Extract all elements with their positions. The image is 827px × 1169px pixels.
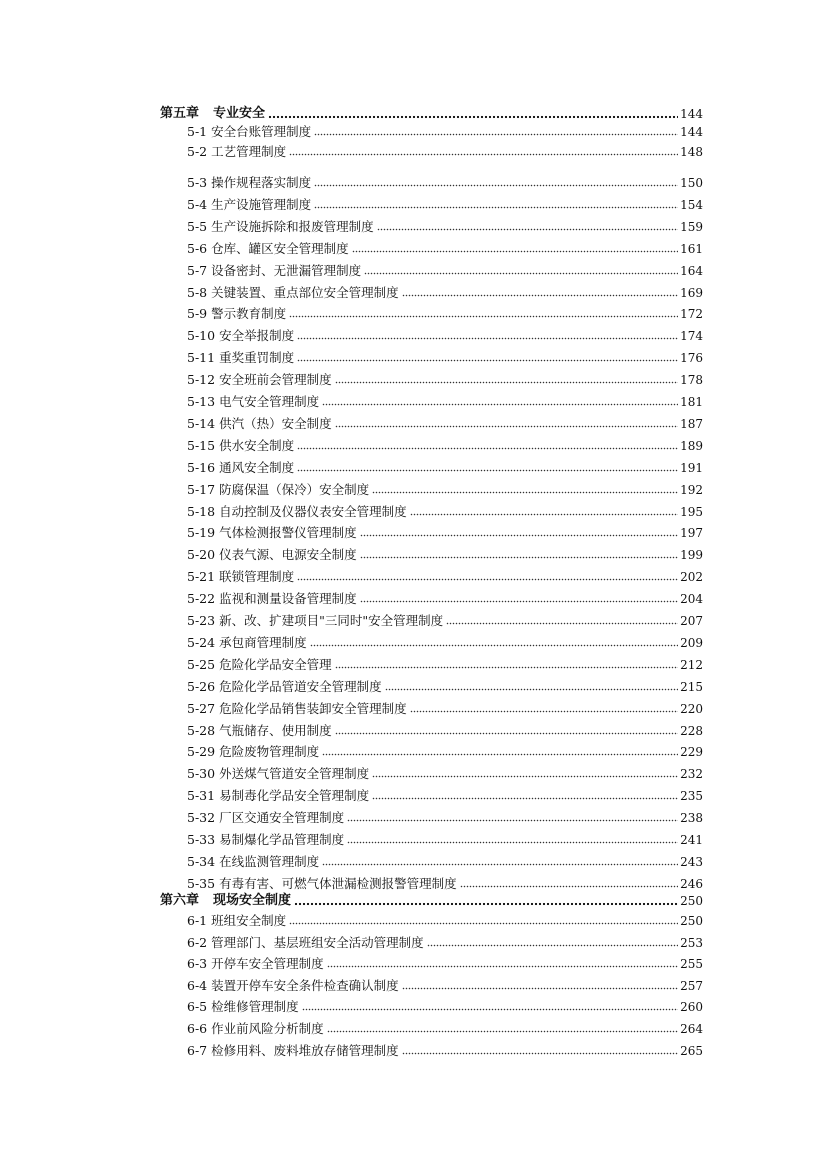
dot-leader bbox=[335, 381, 678, 384]
toc-entry[interactable] bbox=[187, 701, 703, 717]
dot-leader bbox=[297, 578, 678, 581]
toc-entry-number: 5-27 bbox=[187, 700, 216, 716]
toc-page-number: 161 bbox=[680, 241, 703, 256]
dot-leader bbox=[297, 359, 678, 362]
toc-entry-title: 危险化学品安全管理 bbox=[219, 656, 332, 672]
toc-entry[interactable] bbox=[187, 197, 703, 213]
toc-page-number: 260 bbox=[680, 1000, 703, 1015]
dot-leader bbox=[372, 797, 678, 800]
toc-entry[interactable] bbox=[187, 723, 703, 739]
dot-leader bbox=[360, 556, 678, 559]
toc-entry[interactable] bbox=[187, 175, 703, 191]
toc-entry[interactable] bbox=[187, 788, 703, 804]
toc-entry-title: 电气安全管理制度 bbox=[219, 394, 320, 409]
toc-page-number: 212 bbox=[680, 657, 703, 672]
toc-entry-title: 仓库、罐区安全管理制度 bbox=[211, 240, 349, 256]
toc-entry-number: 5-3 bbox=[187, 175, 208, 190]
toc-entry-number: 6-4 bbox=[187, 977, 208, 993]
toc-page-number: 209 bbox=[680, 635, 703, 650]
toc-entry-title: 警示教育制度 bbox=[211, 306, 287, 322]
toc-entry-title: 厂区交通安全管理制度 bbox=[219, 810, 345, 826]
dot-leader bbox=[314, 206, 678, 209]
toc-entry-title: 新、改、扩建项目"三同时"安全管理制度 bbox=[219, 613, 444, 628]
toc-entry-number: 5-30 bbox=[187, 766, 216, 782]
dot-leader bbox=[372, 491, 678, 494]
toc-entry-title: 危险化学品管道安全管理制度 bbox=[219, 678, 382, 694]
dot-leader bbox=[410, 710, 678, 713]
dot-leader bbox=[402, 294, 678, 297]
toc-entry-title: 工艺管理制度 bbox=[211, 144, 287, 159]
dot-leader bbox=[427, 944, 678, 947]
toc-page-number: 174 bbox=[680, 329, 703, 344]
toc-entry-title: 管理部门、基层班组安全活动管理制度 bbox=[211, 934, 424, 950]
toc-entry-title: 仪表气源、电源安全制度 bbox=[219, 547, 357, 563]
toc-entry-title: 安全班前会管理制度 bbox=[219, 372, 332, 388]
toc-entry-title: 作业前风险分析制度 bbox=[211, 1021, 324, 1036]
dot-leader bbox=[327, 1030, 678, 1033]
toc-entry[interactable] bbox=[187, 935, 703, 951]
toc-entry[interactable] bbox=[187, 460, 703, 476]
toc-entry-title: 重奖重罚制度 bbox=[219, 350, 295, 366]
toc-entry-title: 供汽（热）安全制度 bbox=[219, 415, 332, 431]
dot-leader bbox=[410, 513, 678, 516]
toc-entry-number: 6-3 bbox=[187, 956, 208, 972]
toc-entry-title: 外送煤气管道安全管理制度 bbox=[219, 766, 370, 782]
toc-entry[interactable] bbox=[187, 144, 703, 160]
toc-entry[interactable] bbox=[187, 219, 703, 235]
toc-entry-number: 5-9 bbox=[187, 306, 208, 322]
toc-page-number: 250 bbox=[680, 894, 703, 908]
toc-entry[interactable] bbox=[187, 350, 703, 366]
toc-page-number: 265 bbox=[680, 1043, 703, 1058]
toc-entry[interactable] bbox=[187, 569, 703, 585]
toc-entry[interactable] bbox=[187, 263, 703, 279]
toc-page-number: 144 bbox=[680, 125, 703, 139]
toc-entry-title: 在线监测管理制度 bbox=[219, 853, 320, 869]
toc-entry[interactable] bbox=[187, 978, 703, 994]
toc-page-number: 189 bbox=[680, 438, 703, 453]
toc-entry-number: 5-2 bbox=[187, 144, 208, 159]
toc-page-number: 207 bbox=[680, 614, 703, 628]
toc-entry[interactable] bbox=[187, 1043, 703, 1059]
toc-entry[interactable] bbox=[187, 876, 703, 892]
dot-leader bbox=[322, 403, 678, 406]
toc-entry-title: 供水安全制度 bbox=[219, 437, 295, 453]
toc-entry-number: 5-1 bbox=[187, 124, 208, 139]
toc-page-number: 238 bbox=[680, 811, 703, 826]
dot-leader bbox=[385, 688, 678, 691]
toc-page-number: 257 bbox=[680, 978, 703, 993]
toc-entry[interactable] bbox=[187, 241, 703, 257]
dot-leader bbox=[402, 1052, 678, 1055]
toc-entry-title: 操作规程落实制度 bbox=[211, 175, 312, 190]
toc-entry-title: 生产设施拆除和报废管理制度 bbox=[211, 218, 374, 234]
toc-page-number: 220 bbox=[680, 701, 703, 716]
toc-entry-number: 5-15 bbox=[187, 437, 216, 453]
toc-entry-title: 关键装置、重点部位安全管理制度 bbox=[211, 284, 399, 300]
toc-page-number: 250 bbox=[680, 914, 703, 928]
toc-entry-number: 6-5 bbox=[187, 999, 208, 1015]
toc-entry-number: 5-19 bbox=[187, 525, 216, 541]
toc-entry-number: 6-1 bbox=[187, 913, 208, 928]
dot-leader bbox=[335, 666, 678, 669]
toc-page-number: 187 bbox=[680, 416, 703, 431]
toc-entry[interactable] bbox=[187, 306, 703, 322]
dot-leader bbox=[364, 272, 678, 275]
toc-entry-title: 检修用料、废料堆放存储管理制度 bbox=[211, 1042, 399, 1058]
toc-chapter-heading[interactable] bbox=[160, 106, 703, 122]
toc-entry-number: 5-26 bbox=[187, 678, 216, 694]
toc-entry[interactable] bbox=[187, 657, 703, 673]
toc-entry-number: 5-32 bbox=[187, 810, 216, 826]
toc-entry-number: 5-20 bbox=[187, 547, 216, 563]
toc-entry-number: 5-7 bbox=[187, 262, 208, 278]
toc-entry-number: 6-7 bbox=[187, 1042, 208, 1058]
toc-entry-number: 5-33 bbox=[187, 832, 216, 847]
toc-entry[interactable] bbox=[187, 1021, 703, 1037]
dot-leader bbox=[289, 315, 678, 318]
dot-leader bbox=[322, 753, 678, 756]
toc-entry[interactable] bbox=[187, 591, 703, 607]
dot-leader bbox=[347, 819, 678, 822]
toc-entry-title: 安全台账管理制度 bbox=[211, 124, 312, 139]
toc-entry[interactable] bbox=[187, 394, 703, 410]
toc-entry[interactable] bbox=[187, 525, 703, 541]
toc-entry[interactable] bbox=[187, 547, 703, 563]
toc-entry[interactable] bbox=[187, 285, 703, 301]
toc-entry-number: 5-25 bbox=[187, 656, 216, 672]
toc-entry[interactable] bbox=[187, 416, 703, 432]
toc-entry-title: 联锁管理制度 bbox=[219, 569, 295, 585]
toc-entry-title: 现场安全制度 bbox=[213, 893, 292, 908]
toc-entry-number: 5-5 bbox=[187, 218, 208, 234]
toc-page-number: 246 bbox=[680, 876, 703, 891]
toc-entry-title: 防腐保温（保冷）安全制度 bbox=[219, 481, 370, 497]
toc-page-number: 243 bbox=[680, 854, 703, 869]
dot-leader bbox=[347, 841, 678, 844]
toc-entry-number: 6-2 bbox=[187, 934, 208, 950]
toc-entry-title: 有毒有害、可燃气体泄漏检测报警管理制度 bbox=[219, 875, 457, 891]
toc-page-number: 197 bbox=[680, 526, 703, 541]
toc-page-number: 191 bbox=[680, 460, 703, 475]
toc-page-number: 204 bbox=[680, 592, 703, 607]
toc-entry[interactable] bbox=[187, 328, 703, 344]
dot-leader bbox=[289, 922, 678, 925]
toc-entry[interactable] bbox=[187, 810, 703, 826]
toc-page-number: 154 bbox=[680, 197, 703, 212]
dot-leader bbox=[377, 228, 678, 231]
toc-entry[interactable] bbox=[187, 635, 703, 651]
toc-entry-title: 专业安全 bbox=[213, 106, 266, 121]
toc-entry-title: 检维修管理制度 bbox=[211, 999, 299, 1015]
toc-entry-title: 危险废物管理制度 bbox=[219, 744, 320, 760]
toc-entry-number: 5-17 bbox=[187, 481, 216, 497]
toc-entry-title: 气体检测报警仪管理制度 bbox=[219, 525, 357, 541]
dot-leader bbox=[460, 885, 678, 888]
toc-entry[interactable] bbox=[187, 613, 703, 629]
toc-entry-title: 开停车安全管理制度 bbox=[211, 956, 324, 972]
toc-entry[interactable] bbox=[187, 913, 703, 929]
toc-page-number: 164 bbox=[680, 263, 703, 278]
dot-leader bbox=[297, 469, 678, 472]
dot-leader bbox=[360, 534, 678, 537]
toc-entry[interactable] bbox=[187, 482, 703, 498]
toc-entry-title: 设备密封、无泄漏管理制度 bbox=[211, 262, 362, 278]
toc-entry[interactable] bbox=[187, 999, 703, 1015]
toc-entry-title: 承包商管理制度 bbox=[219, 634, 307, 650]
toc-page-number: 235 bbox=[680, 789, 703, 804]
toc-entry-number: 5-18 bbox=[187, 503, 216, 519]
toc-page-number: 159 bbox=[680, 219, 703, 234]
toc-entry[interactable] bbox=[187, 744, 703, 760]
dot-leader bbox=[314, 133, 678, 136]
toc-page-number: 199 bbox=[680, 548, 703, 563]
toc-page-number: 215 bbox=[680, 679, 703, 694]
toc-entry-number: 5-13 bbox=[187, 394, 216, 409]
toc-entry-title: 班组安全制度 bbox=[211, 913, 287, 928]
toc-page-number: 192 bbox=[680, 482, 703, 497]
toc-entry-number: 5-35 bbox=[187, 875, 216, 891]
toc-entry-number: 5-11 bbox=[187, 350, 216, 366]
toc-entry-number: 5-31 bbox=[187, 788, 216, 804]
toc-page-number: 176 bbox=[680, 351, 703, 366]
toc-entry-number: 5-12 bbox=[187, 372, 216, 388]
dot-leader bbox=[446, 622, 678, 625]
toc-entry-number: 5-10 bbox=[187, 328, 216, 344]
dot-leader bbox=[289, 153, 678, 156]
dot-leader bbox=[352, 250, 678, 253]
toc-entry[interactable] bbox=[187, 372, 703, 388]
toc-entry-title: 装置开停车安全条件检查确认制度 bbox=[211, 977, 399, 993]
dot-leader bbox=[310, 644, 678, 647]
toc-entry-title: 气瓶储存、使用制度 bbox=[219, 722, 332, 738]
toc-entry-number: 第五章 bbox=[160, 106, 200, 121]
dot-leader bbox=[335, 425, 678, 428]
toc-entry[interactable] bbox=[187, 766, 703, 782]
dot-leader bbox=[372, 775, 678, 778]
toc-entry-title: 危险化学品销售装卸安全管理制度 bbox=[219, 700, 407, 716]
toc-chapter-heading[interactable] bbox=[160, 893, 703, 909]
toc-entry-number: 5-4 bbox=[187, 196, 208, 212]
toc-entry-title: 自动控制及仪器仪表安全管理制度 bbox=[219, 503, 407, 519]
toc-entry-number: 5-8 bbox=[187, 284, 208, 300]
toc-entry-title: 易制爆化学品管理制度 bbox=[219, 832, 345, 847]
dot-leader bbox=[297, 447, 678, 450]
dot-leader bbox=[302, 1008, 678, 1011]
toc-page-number: 229 bbox=[680, 745, 703, 760]
dot-leader bbox=[268, 115, 678, 119]
toc-page-number: 241 bbox=[680, 833, 703, 847]
dot-leader bbox=[335, 732, 678, 735]
toc-page-number: 148 bbox=[680, 145, 703, 159]
toc-entry-number: 5-23 bbox=[187, 613, 216, 628]
toc-entry-number: 5-16 bbox=[187, 459, 216, 475]
toc-entry[interactable] bbox=[187, 504, 703, 520]
toc-entry-number: 5-28 bbox=[187, 722, 216, 738]
dot-leader bbox=[360, 600, 678, 603]
toc-page-number: 232 bbox=[680, 767, 703, 782]
toc-entry-title: 安全举报制度 bbox=[219, 328, 295, 344]
toc-entry-number: 5-34 bbox=[187, 853, 216, 869]
toc-page-number: 202 bbox=[680, 570, 703, 585]
dot-leader bbox=[297, 337, 678, 340]
toc-entry-number: 5-6 bbox=[187, 240, 208, 256]
toc-entry[interactable] bbox=[187, 956, 703, 972]
toc-page-number: 228 bbox=[680, 723, 703, 738]
toc-entry[interactable] bbox=[187, 832, 703, 848]
toc-entry-number: 5-29 bbox=[187, 744, 216, 760]
toc-entry-title: 易制毒化学品安全管理制度 bbox=[219, 788, 370, 804]
toc-entry-number: 第六章 bbox=[160, 893, 200, 908]
toc-page-number: 178 bbox=[680, 373, 703, 388]
toc-entry[interactable] bbox=[187, 124, 703, 140]
toc-page-number: 255 bbox=[680, 957, 703, 972]
toc-page-number: 264 bbox=[680, 1022, 703, 1036]
toc-page-number: 181 bbox=[680, 395, 703, 409]
dot-leader bbox=[402, 987, 678, 990]
toc-entry-number: 5-14 bbox=[187, 415, 216, 431]
toc-page-number: 253 bbox=[680, 935, 703, 950]
toc-entry[interactable] bbox=[187, 854, 703, 870]
toc-entry-number: 5-24 bbox=[187, 634, 216, 650]
toc-page-number: 172 bbox=[680, 307, 703, 322]
dot-leader bbox=[322, 863, 678, 866]
dot-leader bbox=[294, 902, 678, 906]
dot-leader bbox=[327, 965, 678, 968]
toc-entry[interactable] bbox=[187, 438, 703, 454]
toc-page-number: 169 bbox=[680, 285, 703, 300]
toc-entry-number: 6-6 bbox=[187, 1021, 208, 1036]
toc-entry-number: 5-21 bbox=[187, 569, 216, 585]
toc-entry-number: 5-22 bbox=[187, 591, 216, 607]
toc-page-number: 150 bbox=[680, 176, 703, 190]
toc-entry[interactable] bbox=[187, 679, 703, 695]
dot-leader bbox=[314, 184, 678, 187]
toc-page-number: 144 bbox=[680, 107, 703, 121]
toc-entry-title: 通风安全制度 bbox=[219, 459, 295, 475]
toc-entry-title: 生产设施管理制度 bbox=[211, 196, 312, 212]
toc-page-number: 195 bbox=[680, 504, 703, 519]
toc-entry-title: 监视和测量设备管理制度 bbox=[219, 591, 357, 607]
